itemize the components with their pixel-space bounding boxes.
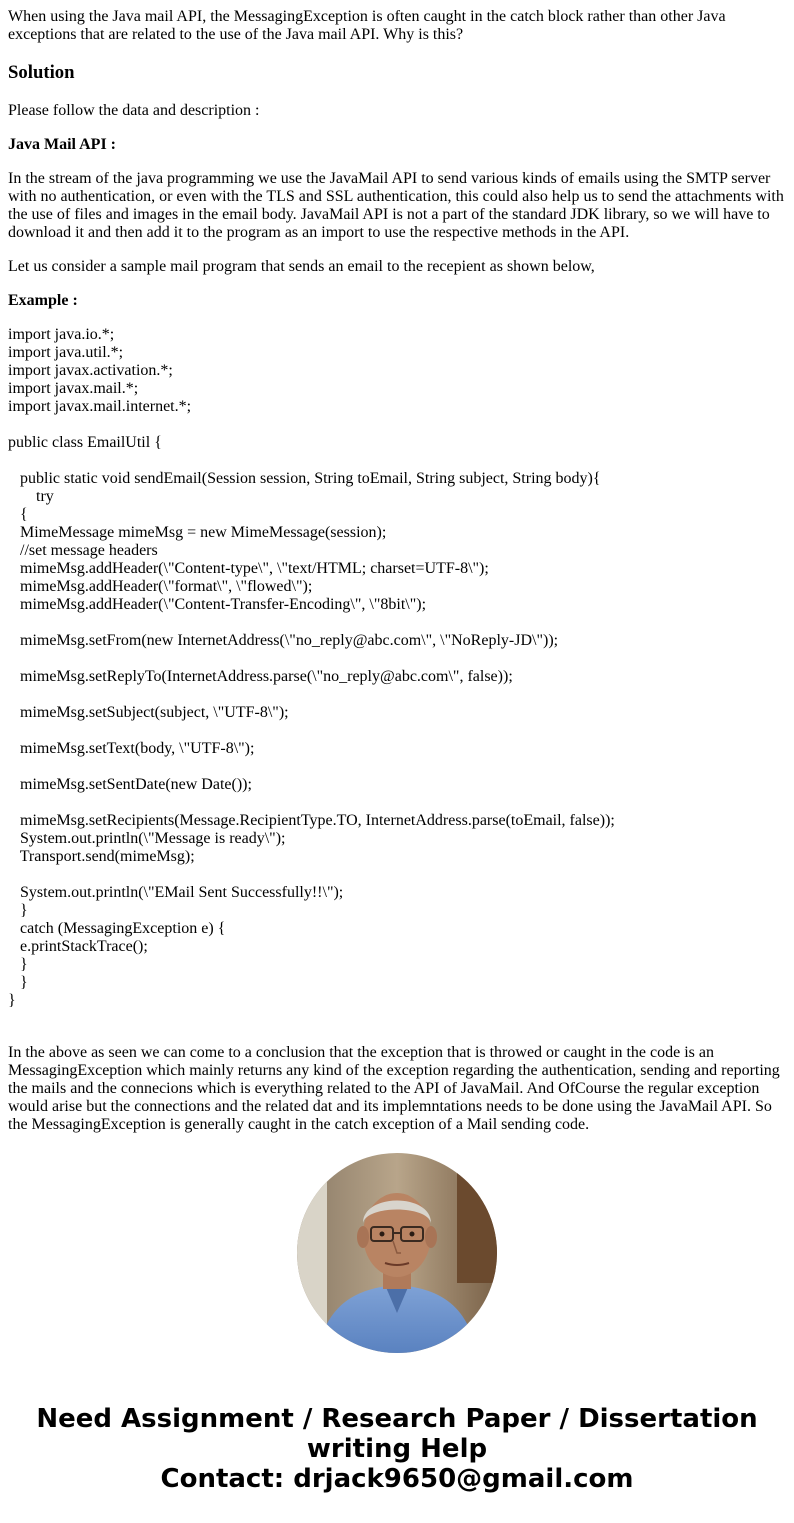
code-line: { bbox=[8, 506, 28, 523]
footer-line-2: writing Help bbox=[306, 1434, 488, 1464]
code-line: catch (MessagingException e) { bbox=[8, 920, 226, 937]
code-line: import javax.mail.*; bbox=[8, 380, 139, 397]
code-line: try bbox=[8, 488, 54, 505]
footer-contact-email: Contact: drjack9650@gmail.com bbox=[160, 1464, 634, 1494]
code-line bbox=[8, 758, 786, 776]
code-line: mimeMsg.addHeader(\"Content-type\", \"text/HTML; charset=UTF-8\"); bbox=[8, 560, 489, 577]
paragraph-javamail: In the stream of the java programming we use the JavaMail API to send various kinds of emails using the SMTP server with no authentication, or even with the TLS and SSL authentication, this could also help us to send the attachments with the use of files and images in the email body. JavaMail API is not a part of the standard JDK library, so we will have to download it and then add it to the program as an import to use the respective methods in the API. bbox=[8, 170, 784, 241]
code-line: } bbox=[8, 974, 28, 991]
footer-contact bbox=[0, 1404, 794, 1494]
code-line bbox=[8, 722, 786, 740]
code-line: } bbox=[8, 902, 28, 919]
code-line: MimeMessage mimeMsg = new MimeMessage(session); bbox=[8, 524, 387, 541]
question-text: When using the Java mail API, the MessagingException is often caught in the catch block rather than other Java exceptions that are related to the use of the Java mail API. Why is this? bbox=[8, 8, 726, 43]
code-line: mimeMsg.addHeader(\"Content-Transfer-Encoding\", \"8bit\"); bbox=[8, 596, 427, 613]
code-line bbox=[8, 452, 786, 470]
code-line: import java.io.*; bbox=[8, 326, 115, 343]
paragraph-sample: Let us consider a sample mail program that sends an email to the recepient as shown below, bbox=[8, 258, 595, 275]
code-line: mimeMsg.setText(body, \"UTF-8\"); bbox=[8, 740, 255, 757]
solution-heading: Solution bbox=[8, 62, 75, 83]
section-heading: Java Mail API : bbox=[8, 136, 116, 153]
code-line: public static void sendEmail(Session session, String toEmail, String subject, String body){ bbox=[8, 470, 601, 487]
code-line: import javax.mail.internet.*; bbox=[8, 398, 192, 415]
code-line bbox=[8, 866, 786, 884]
code-line: System.out.println(\"EMail Sent Successfully!!\"); bbox=[8, 884, 344, 901]
code-line: public class EmailUtil { bbox=[8, 434, 162, 451]
code-line: Transport.send(mimeMsg); bbox=[8, 848, 195, 865]
code-line bbox=[8, 416, 786, 434]
code-line bbox=[8, 614, 786, 632]
code-line: } bbox=[8, 992, 16, 1009]
code-line: //set message headers bbox=[8, 542, 158, 559]
code-line bbox=[8, 686, 786, 704]
code-line: import javax.activation.*; bbox=[8, 362, 173, 379]
code-line: mimeMsg.setFrom(new InternetAddress(\"no_reply@abc.com\", \"NoReply-JD\")); bbox=[8, 632, 559, 649]
footer-line-1: Need Assignment / Research Paper / Dissertation bbox=[36, 1404, 758, 1434]
code-line: mimeMsg.setRecipients(Message.RecipientType.TO, InternetAddress.parse(toEmail, false)); bbox=[8, 812, 615, 829]
code-line bbox=[8, 794, 786, 812]
code-line: mimeMsg.addHeader(\"format\", \"flowed\"); bbox=[8, 578, 313, 595]
code-line: mimeMsg.setReplyTo(InternetAddress.parse(\"no_reply@abc.com\", false)); bbox=[8, 668, 513, 685]
example-heading: Example : bbox=[8, 292, 78, 309]
code-line: System.out.println(\"Message is ready\"); bbox=[8, 830, 286, 847]
author-photo bbox=[297, 1153, 497, 1353]
code-line bbox=[8, 650, 786, 668]
paragraph-conclusion: In the above as seen we can come to a conclusion that the exception that is throwed or caught in the code is an MessagingException which mainly returns any kind of the exception regarding the authentication, sending and reporting the mails and the connecions which is everything related to the API of JavaMail. And OfCourse the regular exception would arise but the connections and the related dat and its implemntations needs to be done using the JavaMail API. So the MessagingException is generally caught in the catch exception of a Mail sending code. bbox=[8, 1044, 780, 1133]
code-line: mimeMsg.setSentDate(new Date()); bbox=[8, 776, 252, 793]
author-portrait-image bbox=[297, 1153, 497, 1353]
code-line: } bbox=[8, 956, 28, 973]
code-line: e.printStackTrace(); bbox=[8, 938, 148, 955]
code-line: mimeMsg.setSubject(subject, \"UTF-8\"); bbox=[8, 704, 289, 721]
intro-text: Please follow the data and description : bbox=[8, 102, 260, 119]
code-block bbox=[8, 326, 786, 1010]
code-line: import java.util.*; bbox=[8, 344, 124, 361]
